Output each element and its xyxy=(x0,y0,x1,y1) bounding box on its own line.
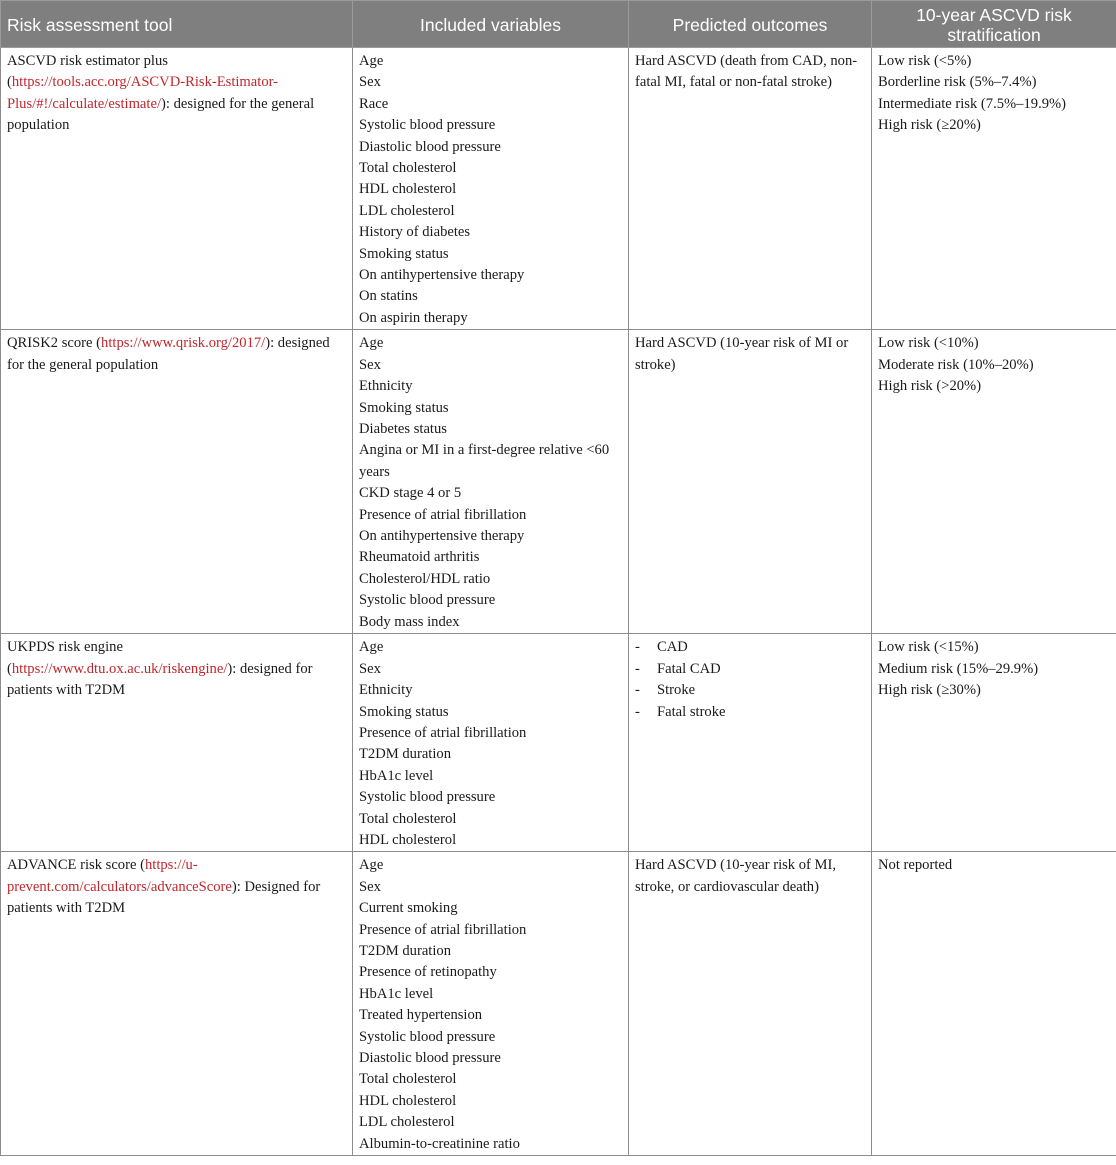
dash-bullet: - xyxy=(635,703,640,720)
tool-cell xyxy=(1,48,353,330)
variable-item: History of diabetes xyxy=(359,224,471,241)
variable-item: Ethnicity xyxy=(359,378,413,395)
table-row xyxy=(1,48,1116,330)
tool-link[interactable]: https://tools.acc.org/ASCVD-Risk-Estimator-Plus/#!/calculate/estimate/ xyxy=(7,74,279,112)
table-row xyxy=(1,852,1116,1156)
variable-item: Smoking status xyxy=(359,399,449,416)
tool-link[interactable]: https://www.qrisk.org/2017/ xyxy=(101,335,266,352)
variables-cell xyxy=(353,330,629,634)
variable-item: Angina or MI in a first-degree relative <60 years xyxy=(359,442,610,480)
variables-cell xyxy=(353,48,629,330)
header-row xyxy=(1,1,1116,48)
variable-item: Diastolic blood pressure xyxy=(359,138,501,155)
outcome-label: Fatal stroke xyxy=(657,703,726,720)
variable-item: Systolic blood pressure xyxy=(359,1028,496,1045)
variable-item: Presence of atrial fibrillation xyxy=(359,921,527,938)
variable-item: Age xyxy=(359,639,384,656)
variable-item: Sex xyxy=(359,878,381,895)
variable-item: Treated hypertension xyxy=(359,1007,483,1024)
variable-item: HDL cholesterol xyxy=(359,831,457,848)
outcomes-cell xyxy=(629,634,872,852)
variable-item: On antihypertensive therapy xyxy=(359,267,525,284)
table-row xyxy=(1,330,1116,634)
tool-name: UKPDS risk engine xyxy=(7,639,123,656)
risk-level: Borderline risk (5%–7.4%) xyxy=(878,74,1037,91)
tool-description: ): designed for patients with T2DM xyxy=(7,660,313,699)
variable-item: Cholesterol/HDL ratio xyxy=(359,570,491,587)
tool-name: QRISK2 score xyxy=(7,335,93,352)
tool-paren-open: ( xyxy=(92,335,102,352)
variable-item: HDL cholesterol xyxy=(359,181,457,198)
variable-item: On antihypertensive therapy xyxy=(359,527,525,544)
variable-item: Rheumatoid arthritis xyxy=(359,549,480,566)
tool-link[interactable]: https://www.dtu.ox.ac.uk/riskengine/ xyxy=(11,660,228,677)
variable-item: Smoking status xyxy=(359,703,449,720)
outcomes-cell xyxy=(629,48,872,330)
stratification-cell xyxy=(872,852,1116,1156)
variables-cell xyxy=(353,634,629,852)
tool-paren-open: ( xyxy=(7,660,12,677)
variable-item: Systolic blood pressure xyxy=(359,789,496,806)
variable-item: Total cholesterol xyxy=(359,810,457,827)
variable-item: Smoking status xyxy=(359,245,449,262)
stratification-cell xyxy=(872,634,1116,852)
outcome-item xyxy=(635,680,865,701)
variables-cell xyxy=(353,852,629,1156)
outcomes-list xyxy=(635,637,865,723)
tool-name: ADVANCE risk score xyxy=(7,857,137,874)
variable-item: HbA1c level xyxy=(359,985,434,1002)
risk-level: Low risk (<15%) xyxy=(878,639,979,656)
variable-item: Sex xyxy=(359,356,381,373)
risk-level: Low risk (<5%) xyxy=(878,53,972,69)
variable-item: Sex xyxy=(359,74,381,91)
variable-item: Diabetes status xyxy=(359,420,447,437)
variable-item: Total cholesterol xyxy=(359,1071,457,1088)
risk-level: High risk (>20%) xyxy=(878,378,982,395)
variable-item: Systolic blood pressure xyxy=(359,592,496,609)
variable-item: On aspirin therapy xyxy=(359,309,468,326)
outcome-item xyxy=(635,637,865,658)
outcome-item xyxy=(635,702,865,723)
stratification-cell xyxy=(872,48,1116,330)
variable-item: Presence of atrial fibrillation xyxy=(359,506,527,523)
tool-link[interactable]: https://u-prevent.com/calculators/advanceScore xyxy=(7,857,232,895)
variable-item: CKD stage 4 or 5 xyxy=(359,485,462,502)
table-row xyxy=(1,634,1116,852)
tool-cell xyxy=(1,634,353,852)
risk-level: High risk (≥30%) xyxy=(878,682,981,699)
dash-bullet: - xyxy=(635,682,640,699)
variable-item: HDL cholesterol xyxy=(359,1092,457,1109)
outcome-label: CAD xyxy=(657,639,688,656)
risk-level: Low risk (<10%) xyxy=(878,335,979,352)
tool-cell xyxy=(1,852,353,1156)
outcome-label: Stroke xyxy=(657,682,696,699)
risk-level: Moderate risk (10%–20%) xyxy=(878,356,1034,373)
dash-bullet: - xyxy=(635,660,640,677)
variable-item: Diastolic blood pressure xyxy=(359,1050,501,1066)
risk-level: High risk (≥20%) xyxy=(878,117,981,134)
variable-item: T2DM duration xyxy=(359,942,452,959)
tool-cell xyxy=(1,330,353,634)
outcomes-cell xyxy=(629,330,872,634)
variable-item: Current smoking xyxy=(359,900,458,917)
tool-paren-open: ( xyxy=(7,74,12,91)
tool-description: ): designed for the general population xyxy=(7,335,330,373)
variable-item: Race xyxy=(359,95,389,112)
variable-item: Albumin-to-creatinine ratio xyxy=(359,1135,520,1152)
outcome-text: Hard ASCVD (10-year risk of MI or stroke) xyxy=(635,335,849,373)
variable-item: Total cholesterol xyxy=(359,160,457,177)
header-stratification: 10-year ASCVD risk stratification xyxy=(872,1,1116,48)
tool-name: ASCVD risk estimator plus xyxy=(7,53,168,69)
variable-item: On statins xyxy=(359,288,418,305)
header-variables: Included variables xyxy=(353,1,629,48)
variable-item: Age xyxy=(359,53,384,69)
variable-item: LDL cholesterol xyxy=(359,1114,455,1131)
header-outcomes: Predicted outcomes xyxy=(629,1,872,48)
variable-item: LDL cholesterol xyxy=(359,202,455,219)
variable-item: Ethnicity xyxy=(359,682,413,699)
variable-item: T2DM duration xyxy=(359,746,452,763)
variable-item: Body mass index xyxy=(359,613,460,630)
variable-item: HbA1c level xyxy=(359,767,434,784)
outcomes-cell xyxy=(629,852,872,1156)
outcome-text: Hard ASCVD (10-year risk of MI, stroke, or cardiovascular death) xyxy=(635,857,837,895)
risk-level: Intermediate risk (7.5%–19.9%) xyxy=(878,95,1067,112)
outcome-text: Hard ASCVD (death from CAD, non-fatal MI, fatal or non-fatal stroke) xyxy=(635,53,858,91)
dash-bullet: - xyxy=(635,639,640,656)
header-tool: Risk assessment tool xyxy=(1,1,353,48)
risk-level: Medium risk (15%–29.9%) xyxy=(878,660,1039,677)
variable-item: Presence of atrial fibrillation xyxy=(359,724,527,741)
tool-paren-open: ( xyxy=(136,857,145,874)
tool-description: ): designed for the general population xyxy=(7,95,315,134)
variable-item: Age xyxy=(359,857,384,874)
variable-item: Sex xyxy=(359,660,381,677)
risk-level: Not reported xyxy=(878,857,953,874)
tool-description: ): Designed for patients with T2DM xyxy=(7,878,321,917)
variable-item: Age xyxy=(359,335,384,352)
variable-item: Systolic blood pressure xyxy=(359,117,496,134)
outcome-item xyxy=(635,659,865,680)
variable-item: Presence of retinopathy xyxy=(359,964,497,981)
outcome-label: Fatal CAD xyxy=(657,660,721,677)
stratification-cell xyxy=(872,330,1116,634)
